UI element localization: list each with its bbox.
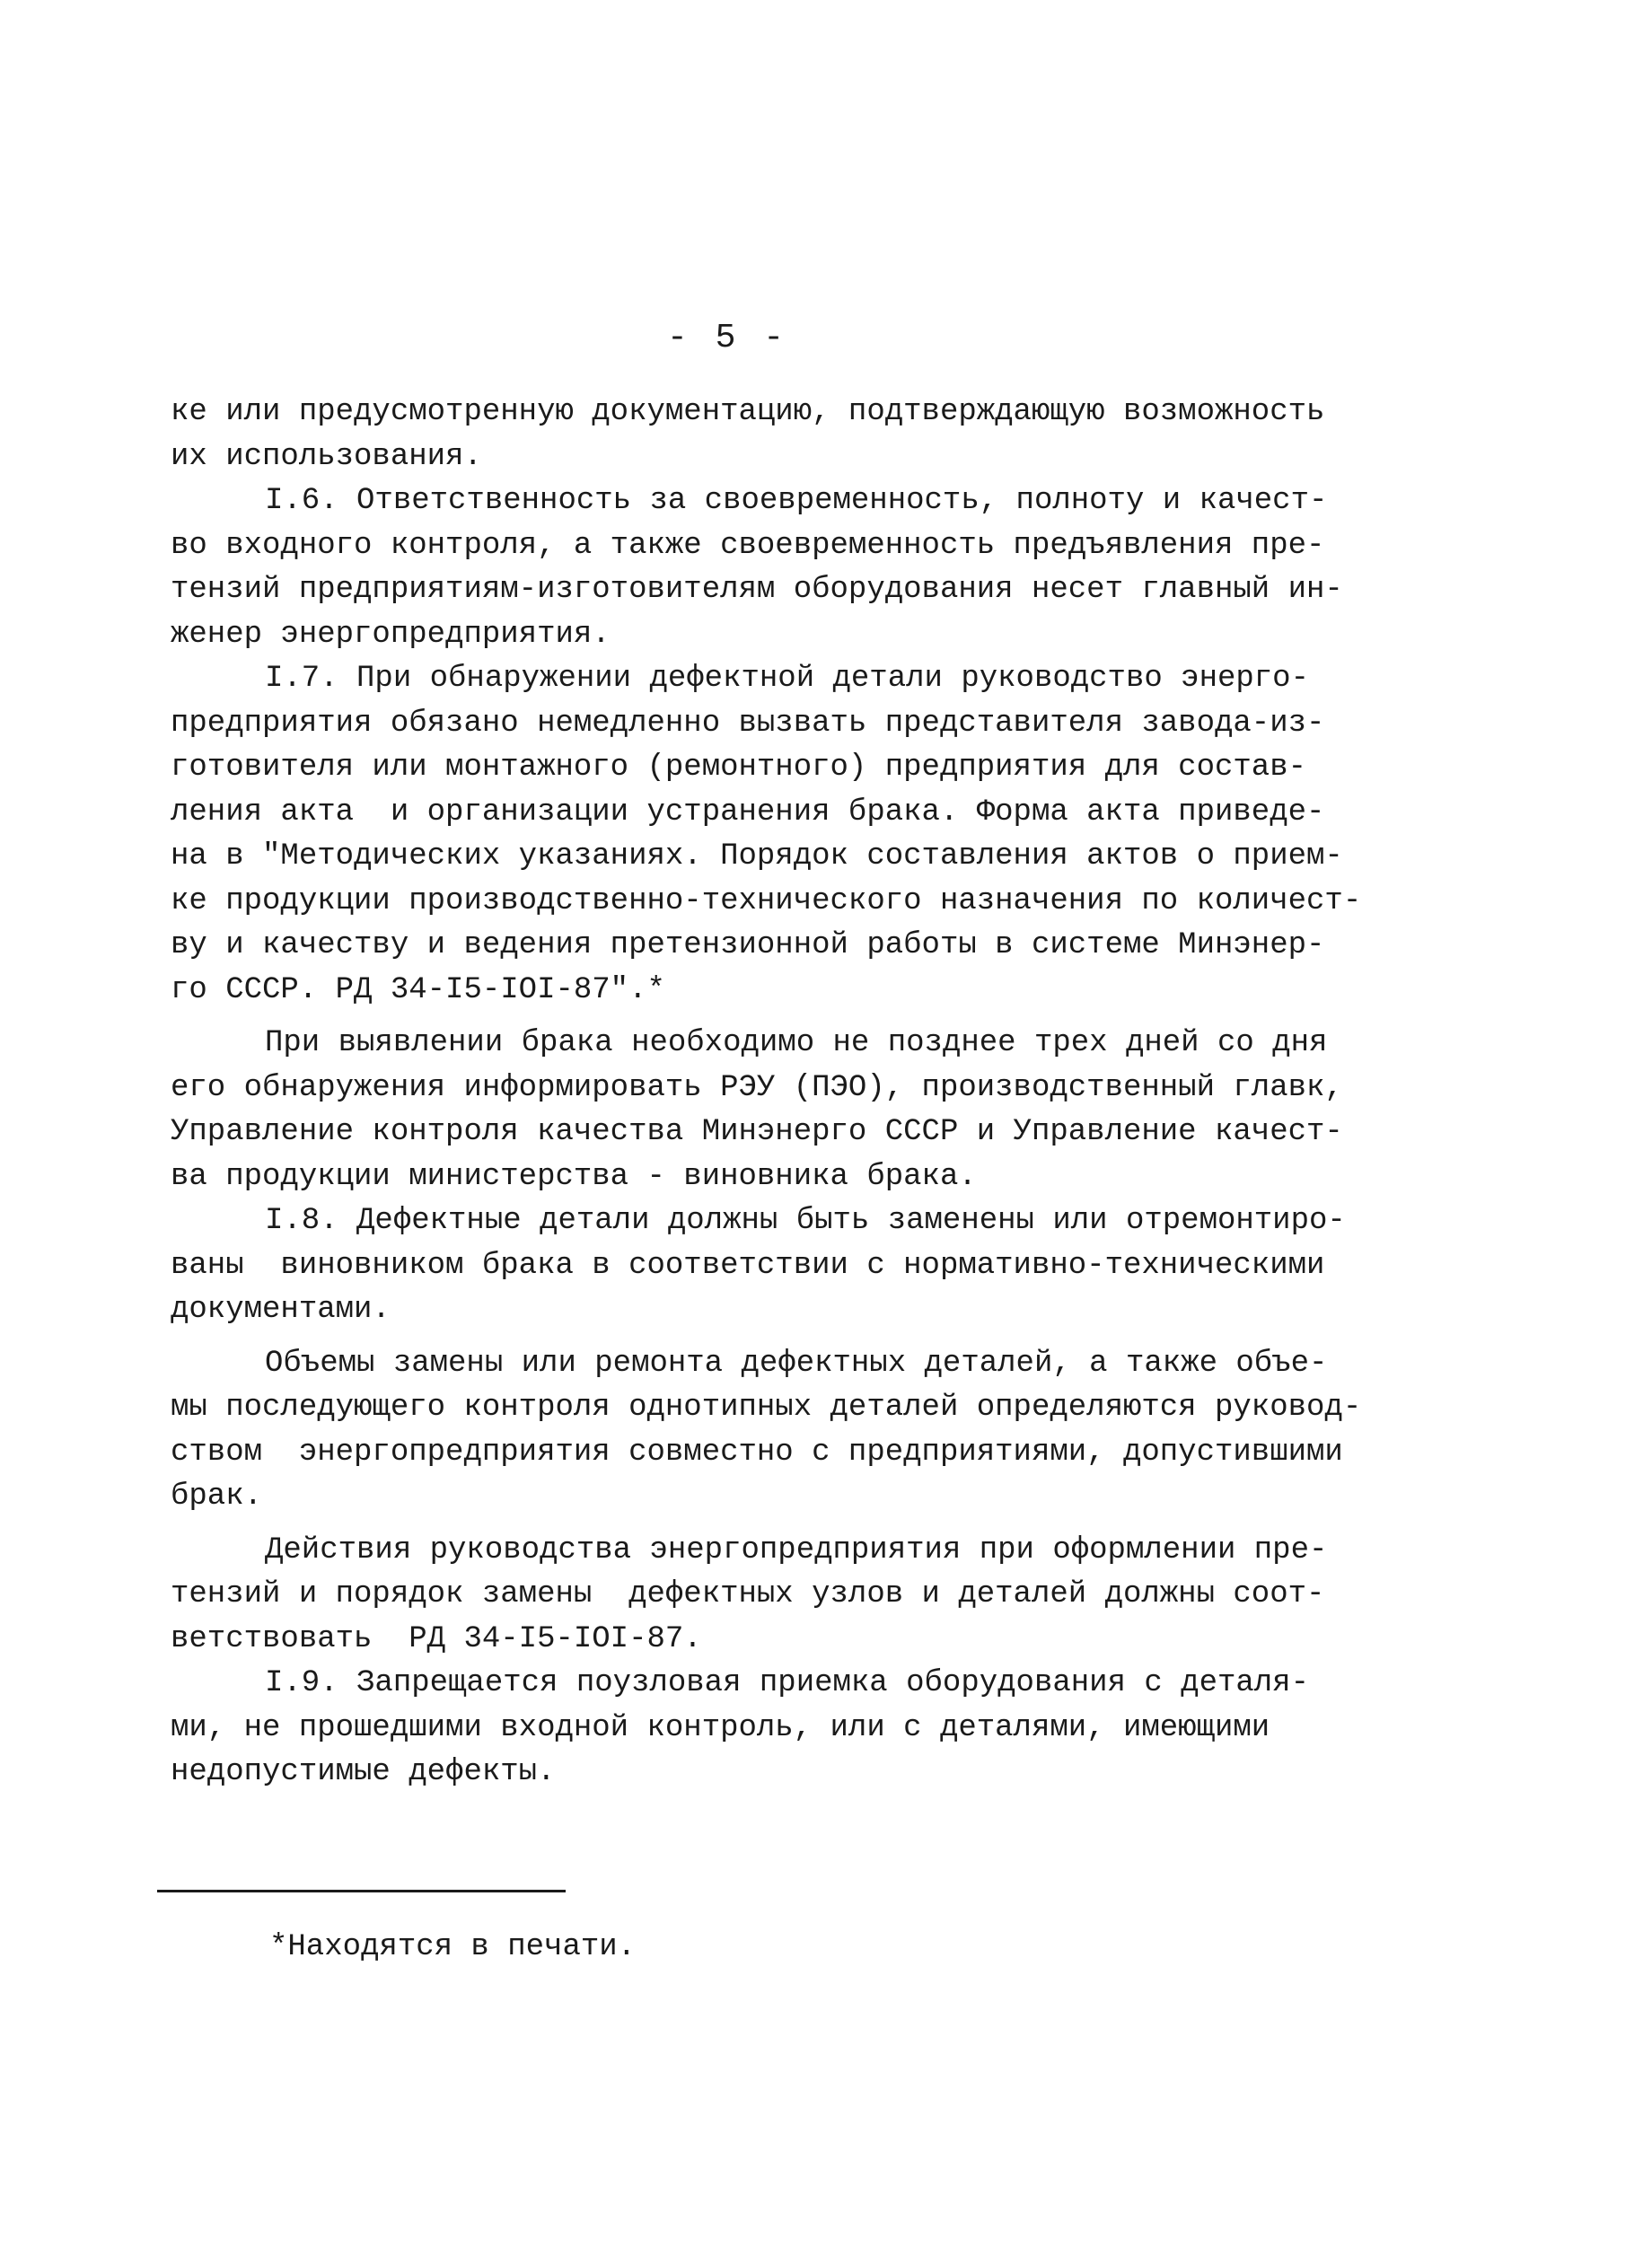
page-number: - 5 - [666,319,788,357]
text-line: тензий предприятиям-изготовителям оборудования несет главный ин- [171,573,1343,607]
text-line: ке или предусмотренную документацию, подтверждающую возможность [171,395,1325,429]
text-line: готовителя или монтажного (ремонтного) предприятия для состав- [171,751,1307,785]
footnote-divider [157,1890,566,1892]
text-line: брак. [171,1479,263,1514]
text-line: мы последующего контроля однотипных деталей определяются руковод- [171,1391,1362,1425]
text-line: на в "Методических указаниях. Порядок составления актов о прием- [171,839,1343,874]
text-line: ми, не прошедшими входной контроль, или с деталями, имеющими [171,1710,1270,1745]
text-line: I.6. Ответственность за своевременность, полноту и качест- [265,484,1328,518]
text-line: документами. [171,1293,391,1327]
text-line: ством энергопредприятия совместно с предприятиями, допустившими [171,1435,1343,1470]
text-line: его обнаружения информировать РЭУ (ПЭО), производственный главк, [171,1070,1343,1105]
text-line: во входного контроля, а также своевременность предъявления пре- [171,528,1325,563]
text-line: ва продукции министерства - виновника брака. [171,1159,977,1194]
text-line: Объемы замены или ремонта дефектных деталей, а также объе- [265,1346,1328,1381]
footnote: *Находятся в печати. [269,1930,637,1964]
text-line: ву и качеству и ведения претензионной работы в системе Минэнер- [171,928,1325,962]
text-line: ветствовать РД 34-I5-IOI-87. [171,1621,702,1656]
text-line: ваны виновником брака в соответствии с нормативно-техническими [171,1248,1325,1283]
document-body [171,391,1374,1795]
text-line: ления акта и организации устранения брака. Форма акта приведе- [171,795,1325,830]
text-line: их использования. [171,439,482,474]
text-line: При выявлении брака необходимо не позднее трех дней со дня [265,1026,1328,1060]
text-line: ке продукции производственно-технического назначения по количест- [171,883,1362,918]
text-line: I.8. Дефектные детали должны быть заменены или отремонтиро- [265,1204,1346,1238]
text-line: го СССР. РД 34-I5-IOI-87".* [171,972,665,1007]
text-line: I.9. Запрещается поузловая приемка оборудования с деталя- [265,1666,1309,1700]
text-line: I.7. При обнаружении дефектной детали руководство энерго- [265,662,1309,696]
text-line: тензий и порядок замены дефектных узлов и деталей должны соот- [171,1577,1325,1611]
text-line: предприятия обязано немедленно вызвать представителя завода-из- [171,706,1325,741]
text-line: недопустимые дефекты. [171,1755,556,1789]
text-line: женер энергопредприятия. [171,617,611,652]
text-line: Управление контроля качества Минэнерго СССР и Управление качест- [171,1115,1343,1149]
text-line: Действия руководства энергопредприятия при оформлении пре- [265,1532,1328,1567]
